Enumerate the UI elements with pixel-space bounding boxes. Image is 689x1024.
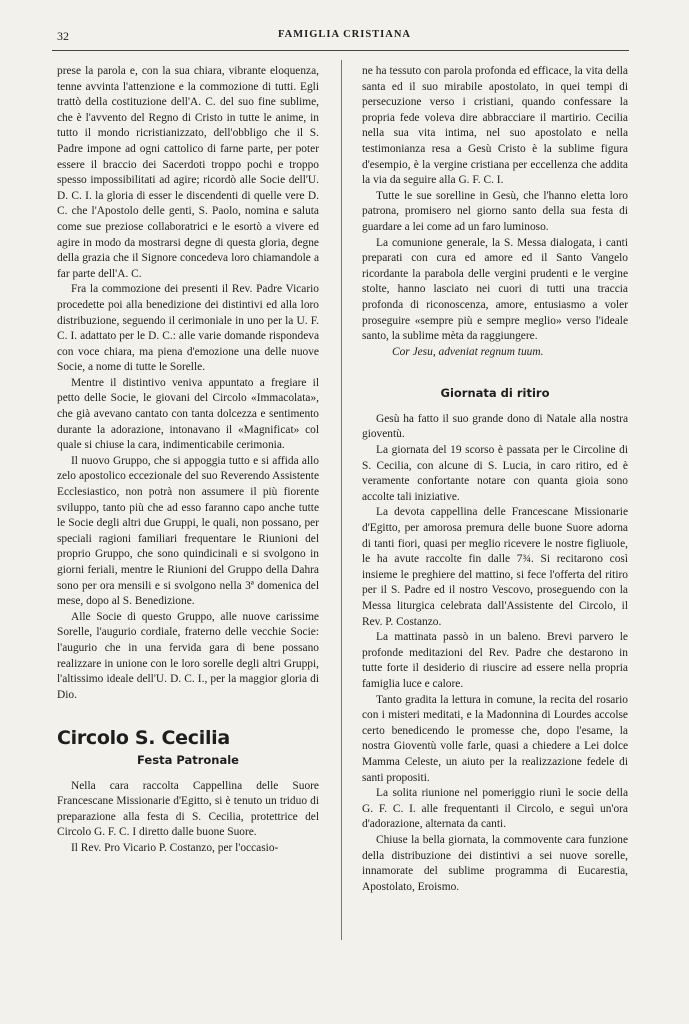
paragraph: Fra la commozione dei presenti il Rev. Padre Vicario procedette poi alla benedizione dei distintivi ed alla loro distribuzione, seguendo il cerimoniale in uno per la U. F. C. I. adattato per le D. C.: alle varie domande rispondeva con voce chiara, ma piena d'emozione una delle nuove Socie, a nome di tutte le Sorelle. [57,283,319,374]
running-head: FAMIGLIA CRISTIANA [277,29,412,40]
paragraph: Il Rev. Pro Vicario P. Costanzo, per l'occasio- [71,841,279,854]
right-column [362,64,628,895]
paragraph: Nella cara raccolta Cappellina delle Suore Francescane Missionarie d'Egitto, si è tenuto un triduo di preparazione alla festa di S. Cecilia, protettrice del Circolo G. F. C. I diretto dalle buone Suore. [57,779,319,839]
paragraph: Alle Socie di questo Gruppo, alle nuove carissime Sorelle, l'augurio cordiale, fraterno delle vecchie Socie: l'augurio che in una fervida gara di bene possano realizzare in unione con le loro sorelle degli altri Gruppi, l'altissimo ideale dell'U. D. C. I., per la maggior gloria di Dio. [57,610,319,701]
paragraph: ne ha tessuto con parola profonda ed efficace, la vita della santa ed il suo mirabile apostolato, in quei tempi di persecuzione verso i cristiani, quando confessare la propria fede voleva dire abbracciare il martirio. Cecilia nella sua vita intima, nel suo apostolato e nella testimonianza resa a Gesù Cristo è la sublime figura d'esempio, è la vergine cristiana per eccellenza che addita la via da seguire alla G. F. C. I. [362,65,628,187]
paragraph: Chiuse la bella giornata, la commovente cara funzione della distribuzione dei distintivi a sei nuove sorelle, innamorate del sublime programma di Eucarestia, Apostolato, Eroismo. [362,833,628,893]
paragraph: prese la parola e, con la sua chiara, vibrante eloquenza, tenne avvinta l'attenzione e la commozione di tutti. Egli trattò della costituzione dell'A. C. del suo fine sublime, che è l'avvento del Regno di Cristo in tutte le anime, in tutto il mondo ricristianizzato, dell'obbligo che il S. Padre impone ad ogni cattolico di farne parte, per poter essere il braccio dei Sacerdoti troppo pochi e troppo spesso impossibilitati ad agire; ricordò alle Socie dell'U. D. C. I. la gloria di esser le discendenti di quelle vere D. C. che l'Apostolo delle genti, S. Paolo, nomina e saluta come sue preziose collaboratrici e le esortò a vivere ed agire in modo da mostrarsi degne di questa gloria, degne della grazia che il Signore concedeva loro chiamandole a far parte dell'A. C. [57,65,319,280]
paragraph: Tanto gradita la lettura in comune, la recita del rosario con i misteri meditati, e la Madonnina di Lourdes accolse certo benedicendo le promesse che, dopo l'esame, la nostra Gioventù volle farle, quasi a chiedere a Lei dolce Mamma Celeste, un aiuto per la realizzazione fedele di santi propositi. [362,693,628,784]
column-divider [341,60,342,940]
section-title: Circolo S. Cecilia [57,727,230,750]
paragraph: La comunione generale, la S. Messa dialogata, i canti preparati con cura ed amore ed il Santo Vangelo ricordante la parabola delle vergini prudenti e le vergine stolte, hanno lasciato nei cuori di tutti una traccia profonda di riconoscenza, amore, entusiasmo a voler proseguire «sempre più e sempre meglio» verso l'ideale santo, la sublime mèta da raggiungere. [362,236,628,343]
paragraph: La devota cappellina delle Francescane Missionarie d'Egitto, per amorosa premura delle buone Suore adorna di tanti fiori, quasi per meglio ricevere le nostre figliuole, le ha avute raccolte fin dalle 7¾. Si recitarono così insieme le preghiere del mattino, si fece l'offerta del ritiro per il S. Padre ed il nostro Vescovo, proseguendo con la Messa liturgica celebrata dall'Assistente del Circolo, il Rev. P. Costanzo. [362,506,628,628]
closing-invocation: Cor Jesu, adveniat regnum tuum. [392,345,544,358]
paragraph: Gesù ha fatto il suo grande dono di Natale alla nostra gioventù. [362,412,628,441]
page-number: 32 [57,29,69,43]
paragraph: Mentre il distintivo veniva appuntato a fregiare il petto delle Socie, le giovani del Circolo «Immacolata», che già avevano cantato con tanta dolcezza e sentimento durante la adorazione, intonavano il «Magnificat» col quale si chiuse la cara, indimenticabile cerimonia. [57,376,319,452]
section-title: Giornata di ritiro [440,386,550,401]
paragraph: Il nuovo Gruppo, che si appoggia tutto e si affida allo zelo apostolico eccezionale del suo Reverendo Assistente Ecclesiastico, non potrà non assumere il più fiorente sviluppo, tanto più che ad esso faranno capo anche tutte le Socie degli altri due Gruppi, le quali, non possano, per speciali ragioni familiari frequentare le Riunioni del proprio Gruppo, che sono quindicinali e si svolgono in giorni feriali, mentre le Riunioni del Gruppo della Dahra sono per ora mensili e si svolgono nella 3ª domenica del mese, dopo al S. Benedizione. [57,454,319,608]
paragraph: Tutte le sue sorelline in Gesù, che l'hanno eletta loro patrona, promisero nel giorno santo della sua festa di guardare a lei come ad un faro luminoso. [362,189,628,233]
section-subtitle: Festa Patronale [137,752,239,767]
paragraph: La solita riunione nel pomeriggio riunì le socie della G. F. C. I. alle frequentanti il Circolo, e seguì un'ora d'adorazione, alternata da canti. [362,787,628,831]
paragraph: La giornata del 19 scorso è passata per le Circoline di S. Cecilia, con alcune di S. Lucia, in caro ritiro, ed è veramente confortante notare con quanta gioia sono accolte tali iniziative. [362,444,628,503]
left-column [57,64,319,857]
header-rule [52,50,629,51]
paragraph: La mattinata passò in un baleno. Brevi parvero le profonde meditazioni del Rev. Padre che destarono in tutte forte il desiderio di riuscire ad essere nella propria famiglia luce e calore. [362,631,628,690]
